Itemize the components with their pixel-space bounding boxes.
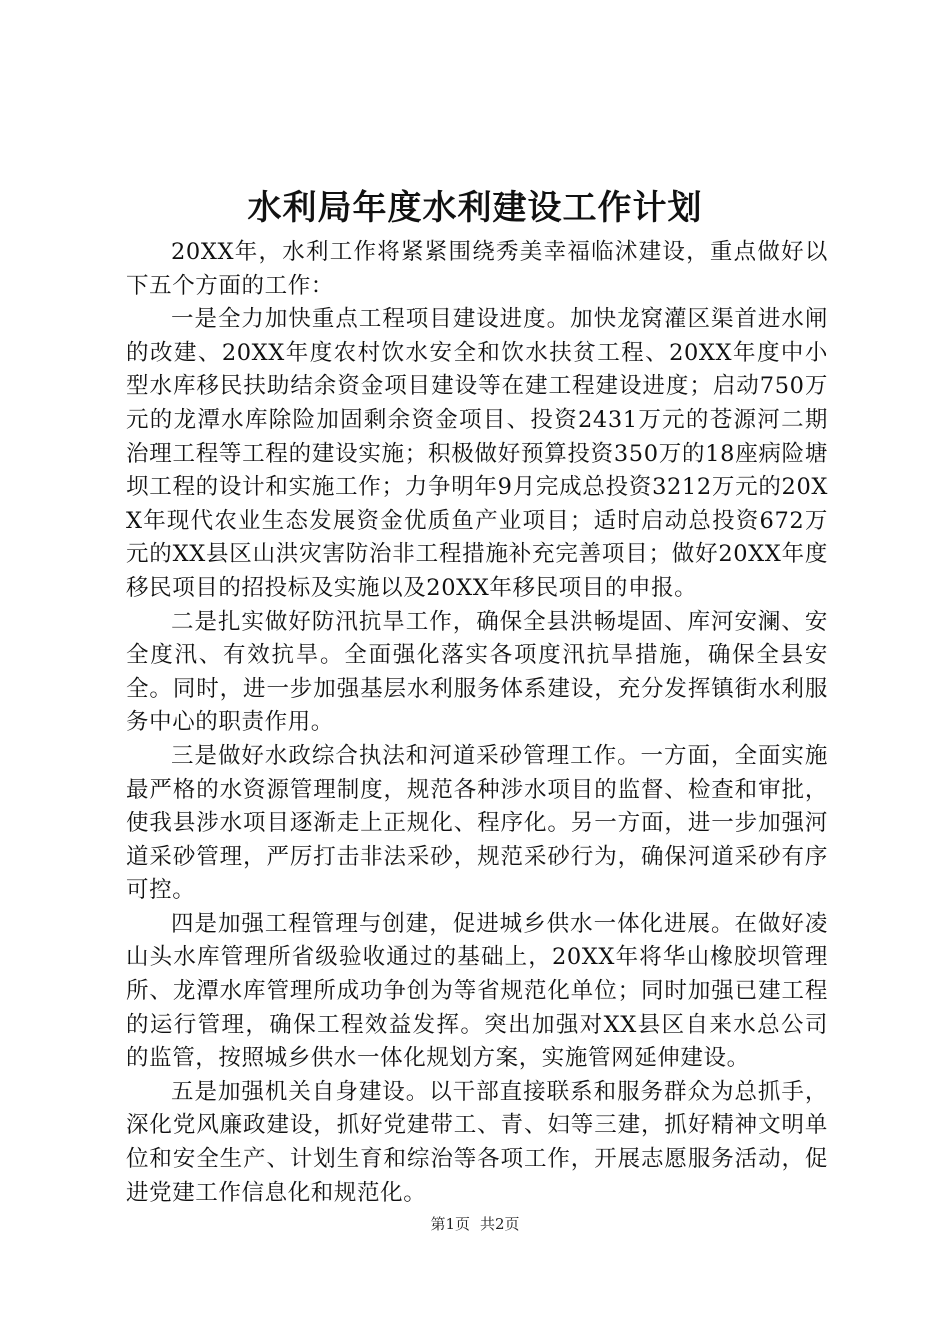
page-total: 共2页: [480, 1215, 520, 1233]
paragraph-fifth-point: 五是加强机关自身建设。以干部直接联系和服务群众为总抓手，深化党风廉政建设，抓好党建带工、青、妇等三建，抓好精神文明单位和安全生产、计划生育和综治等各项工作，开展志愿服务活动，促进党建工作信息化和规范化。: [126, 1078, 828, 1206]
paragraph-third-point: 三是做好水政综合执法和河道采砂管理工作。一方面，全面实施最严格的水资源管理制度，规范各种涉水项目的监督、检查和审批，使我县涉水项目逐渐走上正规化、程序化。另一方面，进一步加强河道采砂管理，严厉打击非法采砂，规范采砂行为，确保河道采砂有序可控。: [126, 742, 828, 904]
document-title: 水利局年度水利建设工作计划: [247, 188, 703, 228]
paragraph-second-point: 二是扎实做好防汛抗旱工作，确保全县洪畅堤固、库河安澜、安全度汛、有效抗旱。全面强化落实各项度汛抗旱措施，确保全县安全。同时，进一步加强基层水利服务体系建设，充分发挥镇街水利服务中心的职责作用。: [126, 608, 828, 736]
document-body: [126, 236, 828, 1210]
intro-paragraph: 20XX年，水利工作将紧紧围绕秀美幸福临沭建设，重点做好以下五个方面的工作：: [126, 239, 828, 299]
page-number: 第1页: [430, 1215, 470, 1233]
page-footer: [0, 1214, 950, 1234]
paragraph-first-point: 一是全力加快重点工程项目建设进度。加快龙窝灌区渠首进水闸的改建、20XX年度农村饮水安全和饮水扶贫工程、20XX年度中小型水库移民扶助结余资金项目建设等在建工程建设进度；启动750万元的龙潭水库除险加固剩余资金项目、投资2431万元的苍源河二期治理工程等工程的建设实施；积极做好预算投资350万的18座病险塘坝工程的设计和实施工作；力争明年9月完成总投资3212万元的20XX年现代农业生态发展资金优质鱼产业项目；适时启动总投资672万元的XX县区山洪灾害防治非工程措施补充完善项目；做好20XX年度移民项目的招投标及实施以及20XX年移民项目的申报。: [126, 306, 828, 601]
paragraph-fourth-point: 四是加强工程管理与创建，促进城乡供水一体化进展。在做好凌山头水库管理所省级验收通过的基础上，20XX年将华山橡胶坝管理所、龙潭水库管理所成功争创为等省规范化单位；同时加强已建工程的运行管理，确保工程效益发挥。突出加强对XX县区自来水总公司的监管，按照城乡供水一体化规划方案，实施管网延伸建设。: [126, 910, 828, 1072]
